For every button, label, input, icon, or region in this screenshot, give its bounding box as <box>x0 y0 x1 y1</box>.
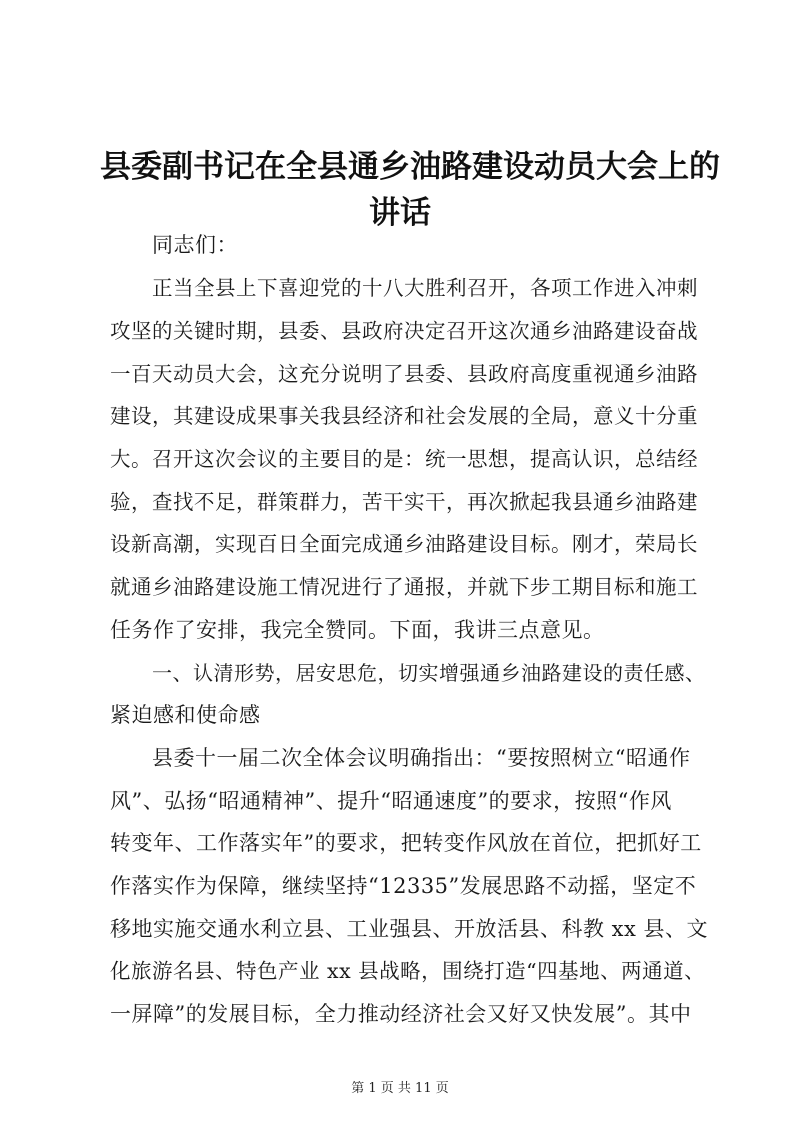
section-heading-line: 一、认清形势，居安思危，切实增强通乡油路建设的责任感、 <box>152 661 706 685</box>
section-heading-line: 紧迫感和使命感 <box>110 703 261 727</box>
body-line: 县委十一届二次全体会议明确指出：“要按照树立“昭通作 <box>152 746 691 770</box>
body-line: 风”、弘扬“昭通精神”、提升“昭通速度”的要求，按照“作风 <box>110 789 672 813</box>
body-line: 攻坚的关键时期，县委、县政府决定召开这次通乡油路建设奋战 <box>110 319 698 343</box>
body-line: 一百天动员大会，这充分说明了县委、县政府高度重视通乡油路 <box>110 362 698 386</box>
document-title-line-2: 讲话 <box>369 195 431 231</box>
body-line: 转变年、工作落实年”的要求，把转变作风放在首位，把抓好工 <box>110 831 702 855</box>
body-line: 就通乡油路建设施工情况进行了通报，并就下步工期目标和施工 <box>110 575 698 599</box>
body-line: 设新高潮，实现百日全面完成通乡油路建设目标。刚才，荣局长 <box>110 532 698 556</box>
body-line: 验，查找不足，群策群力，苦干实干，再次掀起我县通乡油路建 <box>110 490 698 514</box>
page-footer: 第 1 页 共 11 页 <box>351 1081 449 1096</box>
body-line: 移地实施交通水利立县、工业强县、开放活县、科教 xx 县、文 <box>110 917 709 941</box>
body-line: 正当全县上下喜迎党的十八大胜利召开，各项工作进入冲刺 <box>152 276 698 300</box>
body-line: 作落实作为保障，继续坚持“12335”发展思路不动摇，坚定不 <box>110 874 697 898</box>
body-line: 化旅游名县、特色产业 xx 县战略，围绕打造“四基地、两通道、 <box>110 959 706 983</box>
body-line: 大。召开这次会议的主要目的是：统一思想，提高认识，总结经 <box>110 447 698 471</box>
body-line: 任务作了安排，我完全赞同。下面，我讲三点意见。 <box>110 618 605 642</box>
body-line: 建设，其建设成果事关我县经济和社会发展的全局，意义十分重 <box>110 404 698 428</box>
document-title-line-1: 县委副书记在全县通乡油路建设动员大会上的 <box>100 149 720 185</box>
salutation: 同志们： <box>152 233 238 257</box>
body-line: 一屏障”的发展目标，全力推动经济社会又好又快发展”。其中 <box>110 1002 692 1026</box>
